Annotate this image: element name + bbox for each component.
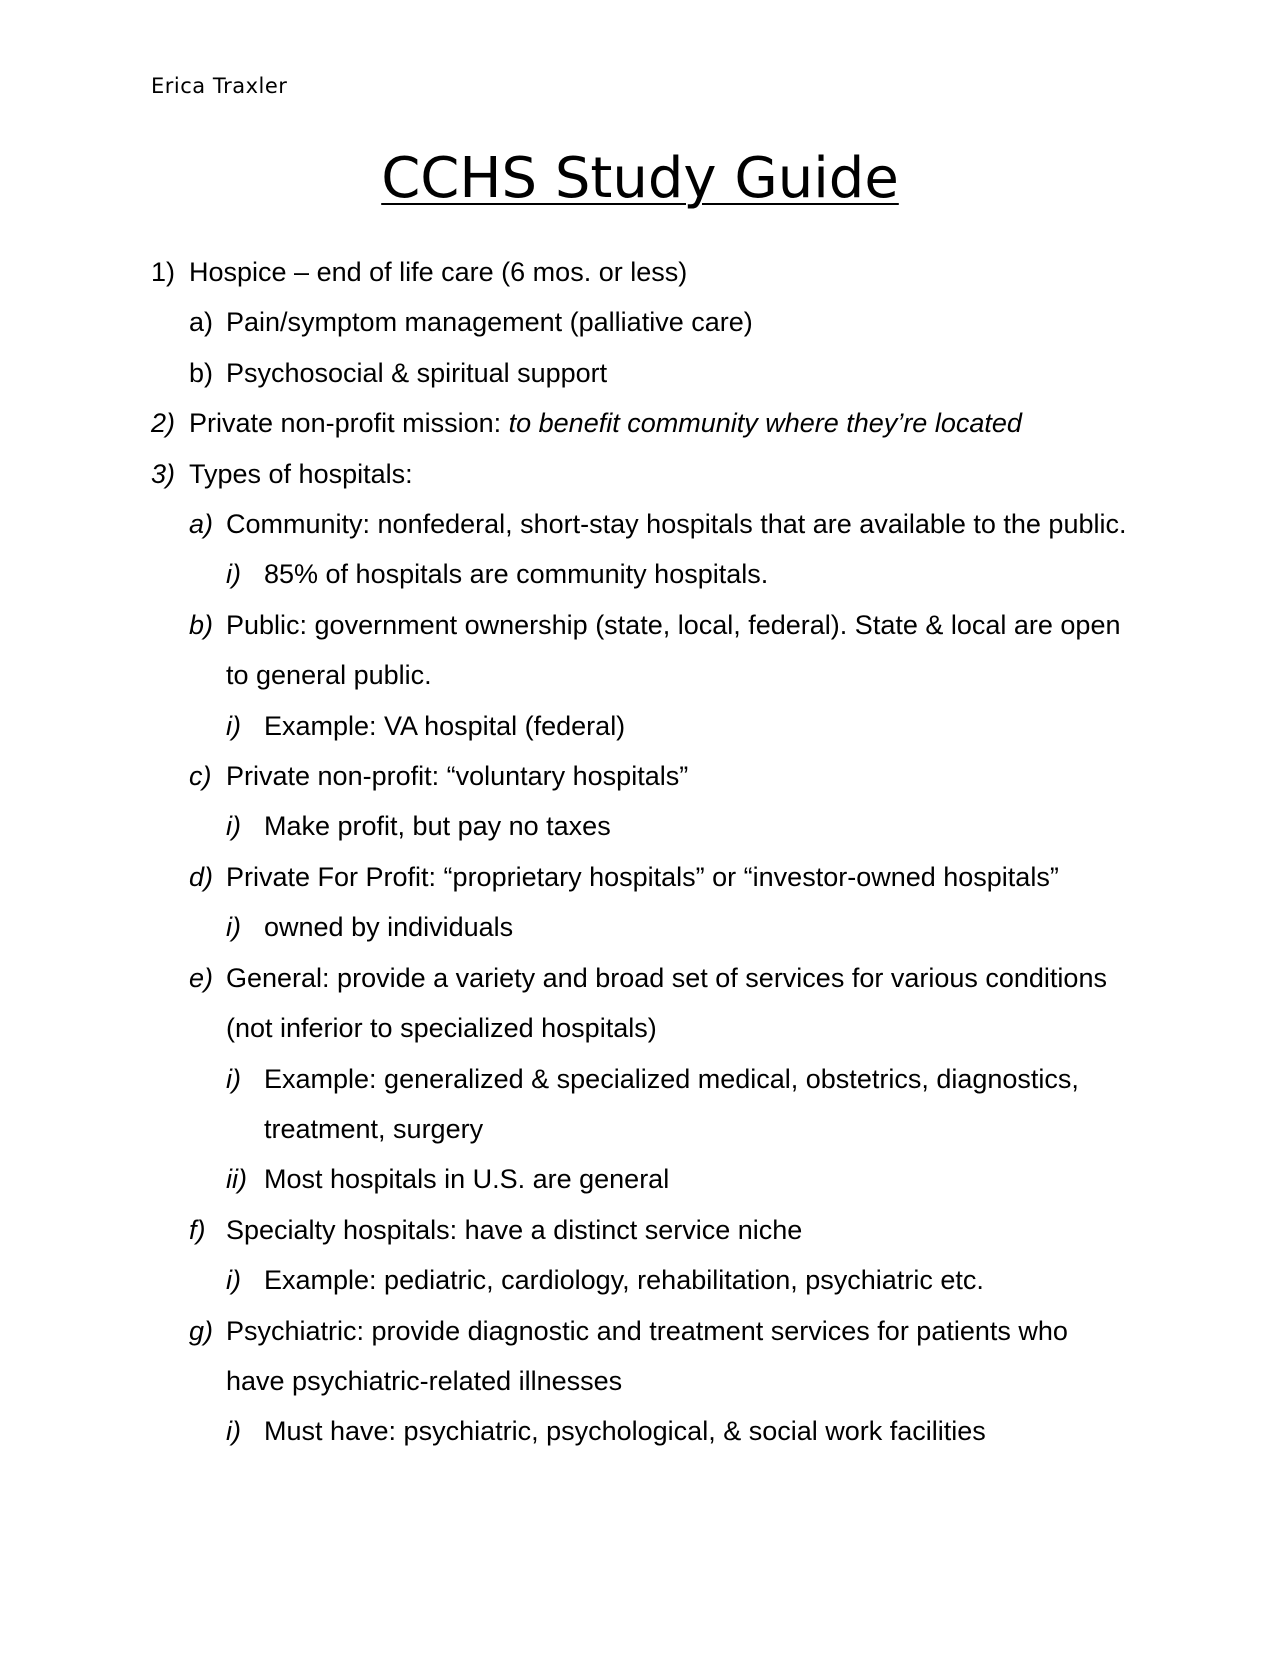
list-marker: c) bbox=[189, 761, 212, 792]
list-item-text: Make profit, but pay no taxes bbox=[264, 811, 611, 842]
list-item-text: Psychosocial & spiritual support bbox=[226, 357, 608, 388]
list-marker: ii) bbox=[226, 1164, 247, 1195]
list-marker: e) bbox=[189, 962, 214, 993]
list-item bbox=[0, 1205, 1280, 1255]
list-marker: i) bbox=[226, 1265, 241, 1296]
list-item-text: General: provide a variety and broad set of services for various conditions (not inferior to specialized hospitals) bbox=[226, 962, 1107, 1044]
list-item-text: Hospice – end of life care (6 mos. or less) bbox=[189, 257, 688, 287]
list-item-text: 85% of hospitals are community hospitals. bbox=[264, 559, 769, 590]
list-item-text: Example: pediatric, cardiology, rehabilitation, psychiatric etc. bbox=[264, 1265, 984, 1296]
list-marker: g) bbox=[189, 1315, 214, 1346]
list-item bbox=[0, 852, 1280, 902]
list-marker: f) bbox=[189, 1214, 206, 1245]
list-item bbox=[0, 247, 1280, 297]
list-marker: 3) bbox=[151, 458, 176, 489]
list-item bbox=[0, 902, 1280, 952]
list-item bbox=[0, 1306, 1280, 1407]
list-item-text: Pain/symptom management (palliative care) bbox=[226, 307, 753, 338]
list-item-text: Example: VA hospital (federal) bbox=[264, 710, 626, 741]
list-marker: b) bbox=[189, 357, 214, 388]
list-marker: b) bbox=[189, 609, 214, 640]
list-marker: a) bbox=[189, 307, 214, 338]
list-item-text: Example: generalized & specialized medical, obstetrics, diagnostics, treatment, surgery bbox=[264, 1063, 1079, 1144]
list-item bbox=[0, 297, 1280, 347]
list-marker: i) bbox=[226, 811, 241, 842]
list-marker: i) bbox=[226, 1416, 241, 1447]
author-name: Erica Traxler bbox=[151, 74, 288, 98]
list-item bbox=[0, 1154, 1280, 1204]
list-item bbox=[0, 1406, 1280, 1456]
list-item bbox=[0, 1255, 1280, 1305]
document-title bbox=[0, 148, 1280, 210]
mission-statement: to benefit community where they’re located bbox=[508, 408, 1022, 439]
list-item-text: Public: government ownership (state, local, federal). State & local are open to general public. bbox=[226, 609, 1121, 691]
list-item-text: Psychiatric: provide diagnostic and treatment services for patients who have psychiatric-related illnesses bbox=[226, 1315, 1068, 1396]
outline-list bbox=[0, 247, 1280, 1457]
list-item-text: Private non-profit: “voluntary hospitals” bbox=[226, 761, 689, 792]
list-item-text: Types of hospitals: bbox=[189, 458, 413, 489]
list-item bbox=[0, 953, 1280, 1054]
list-item-text: Most hospitals in U.S. are general bbox=[264, 1164, 670, 1195]
list-item-text: Private For Profit: “proprietary hospitals” or “investor-owned hospitals” bbox=[226, 861, 1059, 892]
list-item bbox=[0, 600, 1280, 701]
list-marker: i) bbox=[226, 710, 241, 741]
document-title-text: CCHS Study Guide bbox=[381, 146, 899, 211]
list-marker: d) bbox=[189, 861, 214, 892]
list-item bbox=[0, 449, 1280, 499]
list-item bbox=[0, 549, 1280, 599]
list-marker: 2) bbox=[151, 408, 176, 439]
list-item bbox=[0, 398, 1280, 448]
mission-label: Private non-profit mission: bbox=[189, 408, 509, 439]
list-item-text: Community: nonfederal, short-stay hospitals that are available to the public. bbox=[226, 509, 1127, 540]
list-marker: i) bbox=[226, 1063, 241, 1094]
list-item bbox=[0, 499, 1280, 549]
list-item bbox=[0, 801, 1280, 851]
list-item-text: owned by individuals bbox=[264, 912, 514, 943]
list-item-text: Specialty hospitals: have a distinct service niche bbox=[226, 1214, 803, 1245]
list-item bbox=[0, 348, 1280, 398]
list-marker: i) bbox=[226, 912, 241, 943]
list-marker: 1) bbox=[151, 257, 176, 287]
list-item-text: Must have: psychiatric, psychological, & social work facilities bbox=[264, 1416, 986, 1447]
list-marker: i) bbox=[226, 559, 241, 590]
list-item bbox=[0, 701, 1280, 751]
list-item-text bbox=[189, 398, 1129, 448]
list-item bbox=[0, 751, 1280, 801]
list-item bbox=[0, 1054, 1280, 1155]
list-marker: a) bbox=[189, 509, 214, 540]
